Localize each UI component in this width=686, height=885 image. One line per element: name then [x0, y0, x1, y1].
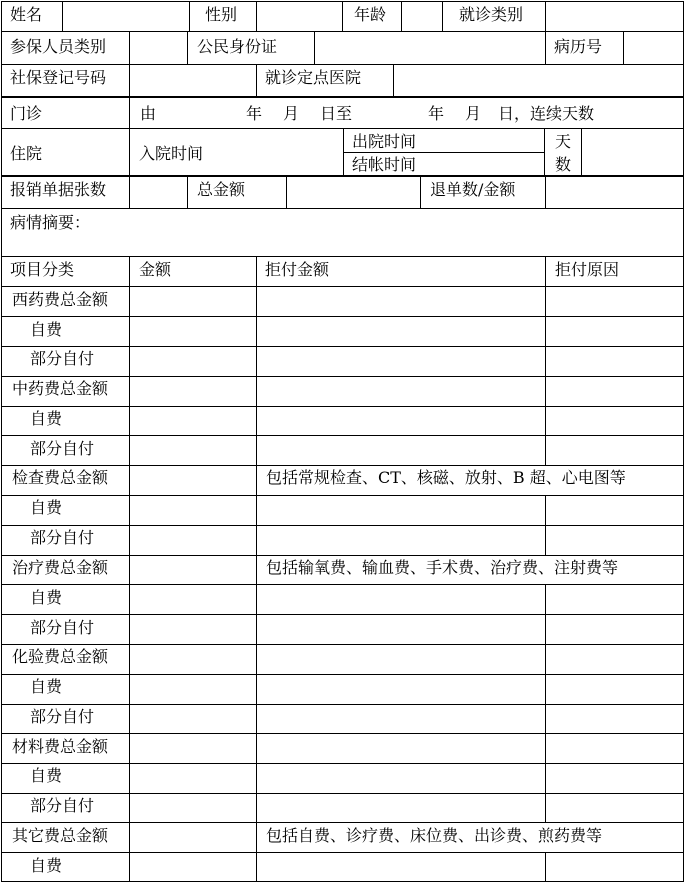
v-r1-f [442, 1, 443, 32]
row-label-partial-self-paid: 部分自付 [30, 349, 95, 368]
gender-field[interactable] [258, 3, 341, 30]
settlement-time-field[interactable] [440, 154, 543, 174]
row-label-self-paid: 自费 [30, 856, 63, 875]
rule-6 [1, 208, 684, 209]
v-r2-e [623, 31, 624, 65]
days-field[interactable] [583, 130, 682, 174]
v-r1-e [401, 1, 402, 32]
v-r6-d [420, 176, 421, 209]
designated-hospital-field[interactable] [395, 66, 682, 95]
row-label-self-paid: 自费 [30, 766, 63, 785]
v-table-a [129, 256, 130, 882]
v-r2-b [187, 31, 188, 65]
row-label-western-medicine: 西药费总金额 [12, 290, 109, 309]
row-rule [1, 376, 684, 377]
discharge-time-label: 出院时间 [352, 132, 417, 151]
v-r2-c [314, 31, 315, 65]
gender-label: 性别 [205, 5, 238, 24]
row-label-partial-self-paid: 部分自付 [30, 707, 95, 726]
outpatient-label: 门诊 [10, 104, 43, 123]
outpatient-year-2: 年 [428, 104, 445, 123]
social-security-no-label: 社保登记号码 [10, 68, 107, 87]
row-label-lab-test: 化验费总金额 [12, 647, 109, 666]
v-r3-c [393, 64, 394, 97]
condition-summary-label: 病情摘要： [10, 213, 91, 232]
outpatient-day-days: 日，连续天数 [498, 104, 595, 123]
receipt-count-field[interactable] [131, 178, 186, 207]
row-label-examination: 检查费总金额 [12, 468, 109, 487]
v-r3-a [129, 64, 130, 97]
record-no-label: 病历号 [554, 37, 603, 56]
row-rule [1, 346, 684, 347]
citizen-id-field[interactable] [316, 33, 544, 63]
v-table-c-3 [545, 584, 546, 822]
age-label: 年龄 [354, 5, 387, 24]
row-rule [1, 465, 684, 466]
admission-time-field[interactable] [230, 130, 342, 174]
discharge-time-field[interactable] [440, 130, 543, 151]
rule-2 [1, 64, 684, 65]
v-r1-g [545, 1, 546, 32]
row-label-self-paid: 自费 [30, 409, 63, 428]
total-amount-label: 总金额 [197, 180, 246, 199]
insured-category-label: 参保人员类别 [10, 37, 107, 56]
row-rule [1, 495, 684, 496]
col-header-category: 项目分类 [10, 260, 75, 279]
record-no-field[interactable] [625, 33, 682, 63]
outpatient-month-1: 月 [283, 104, 300, 123]
insured-category-field[interactable] [131, 33, 186, 63]
row-label-partial-self-paid: 部分自付 [30, 439, 95, 458]
rule-7 [1, 256, 684, 257]
v-r1-b [189, 1, 190, 32]
v-r6-c [286, 176, 287, 209]
outer-border-left [1, 1, 2, 882]
outer-border-right [683, 1, 684, 882]
row-rule [1, 763, 684, 764]
row-label-self-paid: 自费 [30, 498, 63, 517]
row-rule [1, 644, 684, 645]
v-r5-c [544, 128, 545, 176]
v-r5-b [343, 128, 344, 176]
citizen-id-label: 公民身份证 [197, 37, 278, 56]
refund-label: 退单数/金额 [430, 180, 516, 199]
v-r3-b [256, 64, 257, 97]
v-r6-a [129, 176, 130, 209]
v-r1-d [342, 1, 343, 32]
rule-discharge-settle [343, 152, 544, 153]
days-label-top: 天 [555, 132, 572, 151]
row-label-chinese-medicine: 中药费总金额 [12, 379, 109, 398]
social-security-no-field[interactable] [131, 66, 255, 95]
row-rule [1, 822, 684, 823]
receipt-count-label: 报销单据张数 [10, 180, 107, 199]
row-rule [1, 286, 684, 287]
row-rule [1, 316, 684, 317]
visit-type-field[interactable] [547, 3, 682, 30]
row-rule [1, 584, 684, 585]
v-r5-d [581, 128, 582, 176]
v-r6-e [545, 176, 546, 209]
v-table-c-1 [545, 256, 546, 465]
row-rule [1, 733, 684, 734]
row-note-examination: 包括常规检查、CT、核磁、放射、B 超、心电图等 [266, 468, 626, 487]
v-table-b [256, 256, 257, 882]
admission-time-label: 入院时间 [139, 144, 204, 163]
outpatient-from: 由 [140, 104, 157, 123]
row-label-self-paid: 自费 [30, 588, 63, 607]
condition-summary-field[interactable] [3, 234, 682, 255]
total-amount-field[interactable] [288, 178, 419, 207]
row-rule [1, 555, 684, 556]
v-table-c-4 [545, 852, 546, 882]
col-header-refusal-reason: 拒付原因 [555, 260, 620, 279]
row-label-materials: 材料费总金额 [12, 737, 109, 756]
row-rule [1, 614, 684, 615]
designated-hospital-label: 就诊定点医院 [265, 68, 362, 87]
col-header-refused-amount: 拒付金额 [265, 260, 330, 279]
v-r2-d [545, 31, 546, 65]
row-rule [1, 704, 684, 705]
v-r1-c [256, 1, 257, 32]
outer-border-bottom [1, 881, 684, 882]
row-label-self-paid: 自费 [30, 677, 63, 696]
v-r1-a [62, 1, 63, 32]
rule-3 [1, 96, 684, 98]
row-note-other: 包括自费、诊疗费、床位费、出诊费、煎药费等 [266, 826, 603, 845]
settlement-time-label: 结帐时间 [352, 155, 417, 174]
col-header-amount: 金额 [139, 260, 172, 279]
v-r4-a [129, 97, 130, 129]
row-label-self-paid: 自费 [30, 320, 63, 339]
v-r6-b [187, 176, 188, 209]
name-field[interactable] [64, 3, 188, 30]
row-label-partial-self-paid: 部分自付 [30, 796, 95, 815]
row-rule [1, 406, 684, 407]
v-r5-a [129, 128, 130, 176]
row-rule [1, 852, 684, 853]
row-note-treatment: 包括输氧费、输血费、手术费、治疗费、注射费等 [266, 558, 619, 577]
inpatient-label: 住院 [10, 144, 43, 163]
name-label: 姓名 [10, 5, 43, 24]
row-rule [1, 674, 684, 675]
refund-field[interactable] [547, 178, 682, 207]
row-rule [1, 525, 684, 526]
row-label-other: 其它费总金额 [12, 826, 109, 845]
v-r2-a [129, 31, 130, 65]
row-rule [1, 435, 684, 436]
age-field[interactable] [403, 3, 441, 30]
row-rule [1, 793, 684, 794]
visit-type-label: 就诊类别 [459, 5, 524, 24]
row-label-treatment: 治疗费总金额 [12, 558, 109, 577]
outpatient-day-to: 日至 [320, 104, 353, 123]
days-label-bottom: 数 [555, 155, 572, 174]
outpatient-year-1: 年 [246, 104, 263, 123]
outpatient-month-2: 月 [465, 104, 482, 123]
row-label-partial-self-paid: 部分自付 [30, 528, 95, 547]
row-label-partial-self-paid: 部分自付 [30, 618, 95, 637]
